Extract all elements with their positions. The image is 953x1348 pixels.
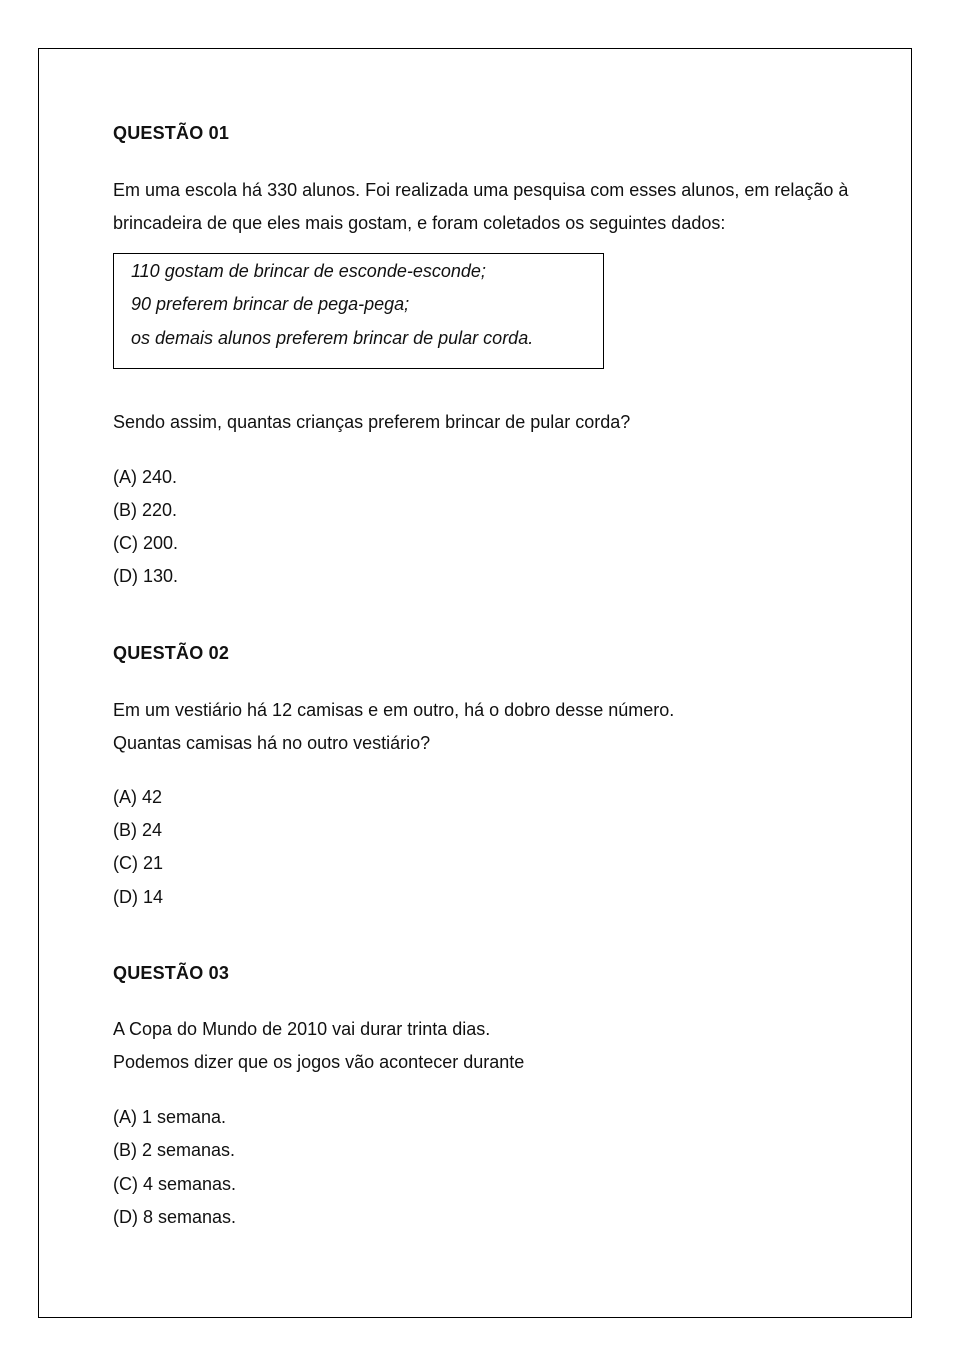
question-02-title: QUESTÃO 02 [113, 643, 230, 663]
question-02-option-c: (C) 21 [113, 853, 164, 873]
question-02-option-a: (A) 42 [113, 787, 163, 807]
question-02-option-b: (B) 24 [113, 820, 163, 840]
question-03-option-c: (C) 4 semanas. [113, 1174, 237, 1194]
question-01-prompt: Sendo assim, quantas crianças preferem brincar de pular corda? [113, 412, 631, 432]
question-01-text-line2: brincadeira de que eles mais gostam, e foram coletados os seguintes dados: [113, 213, 726, 233]
question-01-option-b: (B) 220. [113, 500, 178, 520]
question-03-title: QUESTÃO 03 [113, 963, 230, 983]
question-01-option-a: (A) 240. [113, 467, 178, 487]
data-box-line: 110 gostam de brincar de esconde-esconde; [131, 261, 486, 281]
question-01-option-d: (D) 130. [113, 566, 179, 586]
question-01-data-box [113, 253, 604, 369]
question-03-option-d: (D) 8 semanas. [113, 1207, 237, 1227]
question-03-option-a: (A) 1 semana. [113, 1107, 227, 1127]
question-01-title: QUESTÃO 01 [113, 123, 230, 143]
question-02-option-d: (D) 14 [113, 887, 164, 907]
question-02-text-line2: Quantas camisas há no outro vestiário? [113, 733, 431, 753]
question-01-text-line1: Em uma escola há 330 alunos. Foi realizada uma pesquisa com esses alunos, em relação à [113, 180, 849, 200]
question-03-option-b: (B) 2 semanas. [113, 1140, 236, 1160]
data-box-line: os demais alunos preferem brincar de pular corda. [131, 328, 534, 348]
question-01-option-c: (C) 200. [113, 533, 179, 553]
question-02-text-line1: Em um vestiário há 12 camisas e em outro, há o dobro desse número. [113, 700, 675, 720]
question-03-text-line1: A Copa do Mundo de 2010 vai durar trinta dias. [113, 1019, 491, 1039]
question-03-text-line2: Podemos dizer que os jogos vão acontecer durante [113, 1052, 525, 1072]
data-box-line: 90 preferem brincar de pega-pega; [131, 294, 410, 314]
